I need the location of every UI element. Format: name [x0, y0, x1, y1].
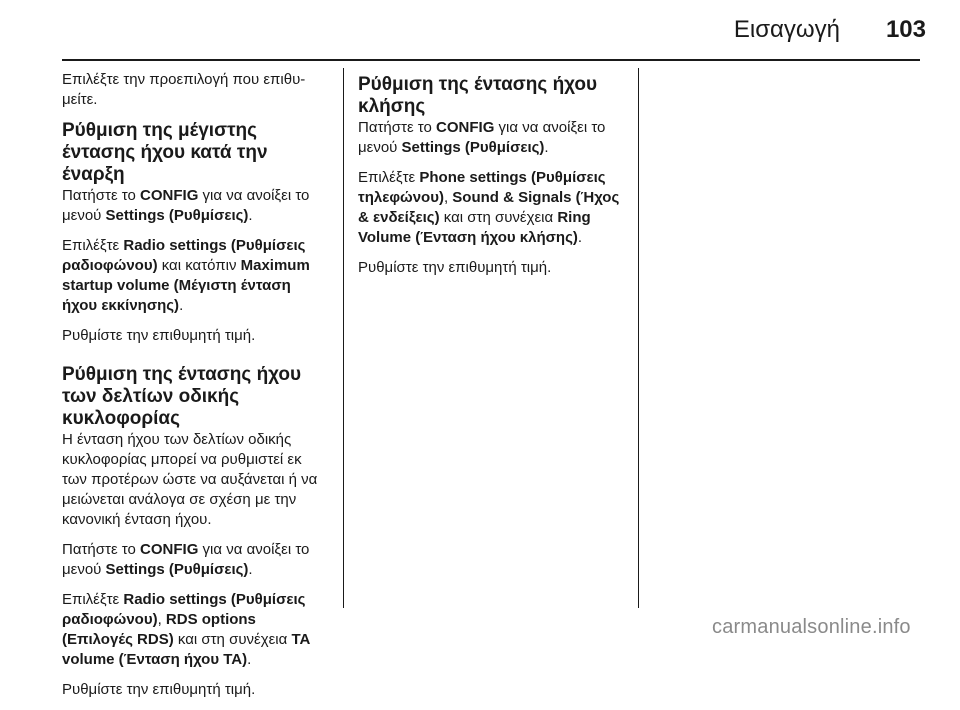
settings-menu-label: Settings (Ρυθμίσεις) [401, 139, 545, 156]
config-button-label: CONFIG [140, 187, 199, 204]
ta-volume-label: TA volume (Ένταση ήχου TA) [62, 631, 310, 668]
section-heading-ring-volume: Ρύθμιση της έντασης ήχου κλήσης [358, 74, 598, 117]
paragraph: Επιλέξτε Radio settings (Ρυθμίσεις ραδιοφώνου) και κατόπιν Maximum startup volume (Μέγιστη ένταση ήχου εκκίνησης). [62, 237, 310, 314]
settings-menu-label: Settings (Ρυθμίσεις) [105, 207, 249, 224]
phone-settings-label: Phone settings (Ρυθμίσεις τηλεφώνου) [358, 169, 606, 206]
column-left [62, 70, 330, 710]
watermark: carmanualsonline.info [712, 616, 911, 638]
paragraph: Ρυθμίστε την επιθυμητή τιμή. [358, 259, 552, 276]
section-heading-ta-volume: Ρύθμιση της έντασης ήχου των δελτίων οδικής κυκλοφορίας [62, 364, 302, 429]
page-title: Εισαγωγή [733, 16, 840, 43]
sound-signals-label: Sound & Signals (Ήχος & ενδείξεις) [358, 189, 620, 226]
paragraph: Ρυθμίστε την επιθυμητή τιμή. [62, 681, 256, 698]
paragraph: Πατήστε το CONFIG για να ανοίξει το μενού Settings (Ρυθμίσεις). [358, 119, 606, 156]
paragraph: Πατήστε το CONFIG για να ανοίξει το μενού Settings (Ρυθμίσεις). [62, 541, 310, 578]
paragraph: Πατήστε το CONFIG για να ανοίξει το μενού Settings (Ρυθμίσεις). [62, 187, 310, 224]
section-heading-max-startup-volume: Ρύθμιση της μέγιστης έντασης ήχου κατά την έναρξη [62, 120, 268, 185]
paragraph: Επιλέξτε Radio settings (Ρυθμίσεις ραδιοφώνου), RDS options (Επιλογές RDS) και στη συνέχεια TA volume (Ένταση ήχου TA). [62, 591, 310, 668]
header-divider [62, 59, 920, 61]
ring-volume-label: Ring Volume (Ένταση ήχου κλήσης) [358, 209, 591, 246]
config-button-label: CONFIG [436, 119, 495, 136]
paragraph: Η ένταση ήχου των δελτίων οδικής κυκλοφορίας μπορεί να ρυθμιστεί εκ των προτέρων ώστε να αυξάνεται ή να μειώνεται ανάλογα σε σχέση με την κανονική ένταση ήχου. [62, 431, 318, 528]
column-middle [358, 70, 626, 288]
rds-options-label: RDS options (Επιλογές RDS) [62, 611, 256, 648]
page-number: 103 [885, 16, 926, 43]
radio-settings-label: Radio settings (Ρυθμίσεις ραδιοφώνου) [62, 591, 306, 628]
config-button-label: CONFIG [140, 541, 199, 558]
column-divider-right [638, 68, 639, 608]
max-startup-volume-label: Maximum startup volume (Μέγιστη ένταση ήχου εκκίνησης) [62, 257, 310, 314]
radio-settings-label: Radio settings (Ρυθμίσεις ραδιοφώνου) [62, 237, 306, 274]
paragraph: Επιλέξτε Phone settings (Ρυθμίσεις τηλεφώνου), Sound & Signals (Ήχος & ενδείξεις) και στη συνέχεια Ring Volume (Ένταση ήχου κλήσης). [358, 169, 620, 246]
paragraph: Ρυθμίστε την επιθυμητή τιμή. [62, 327, 256, 344]
intro-paragraph: Επιλέξτε την προεπιλογή που επιθυ- μείτε. [62, 71, 306, 108]
settings-menu-label: Settings (Ρυθμίσεις) [105, 561, 249, 578]
column-divider-left [343, 68, 344, 608]
